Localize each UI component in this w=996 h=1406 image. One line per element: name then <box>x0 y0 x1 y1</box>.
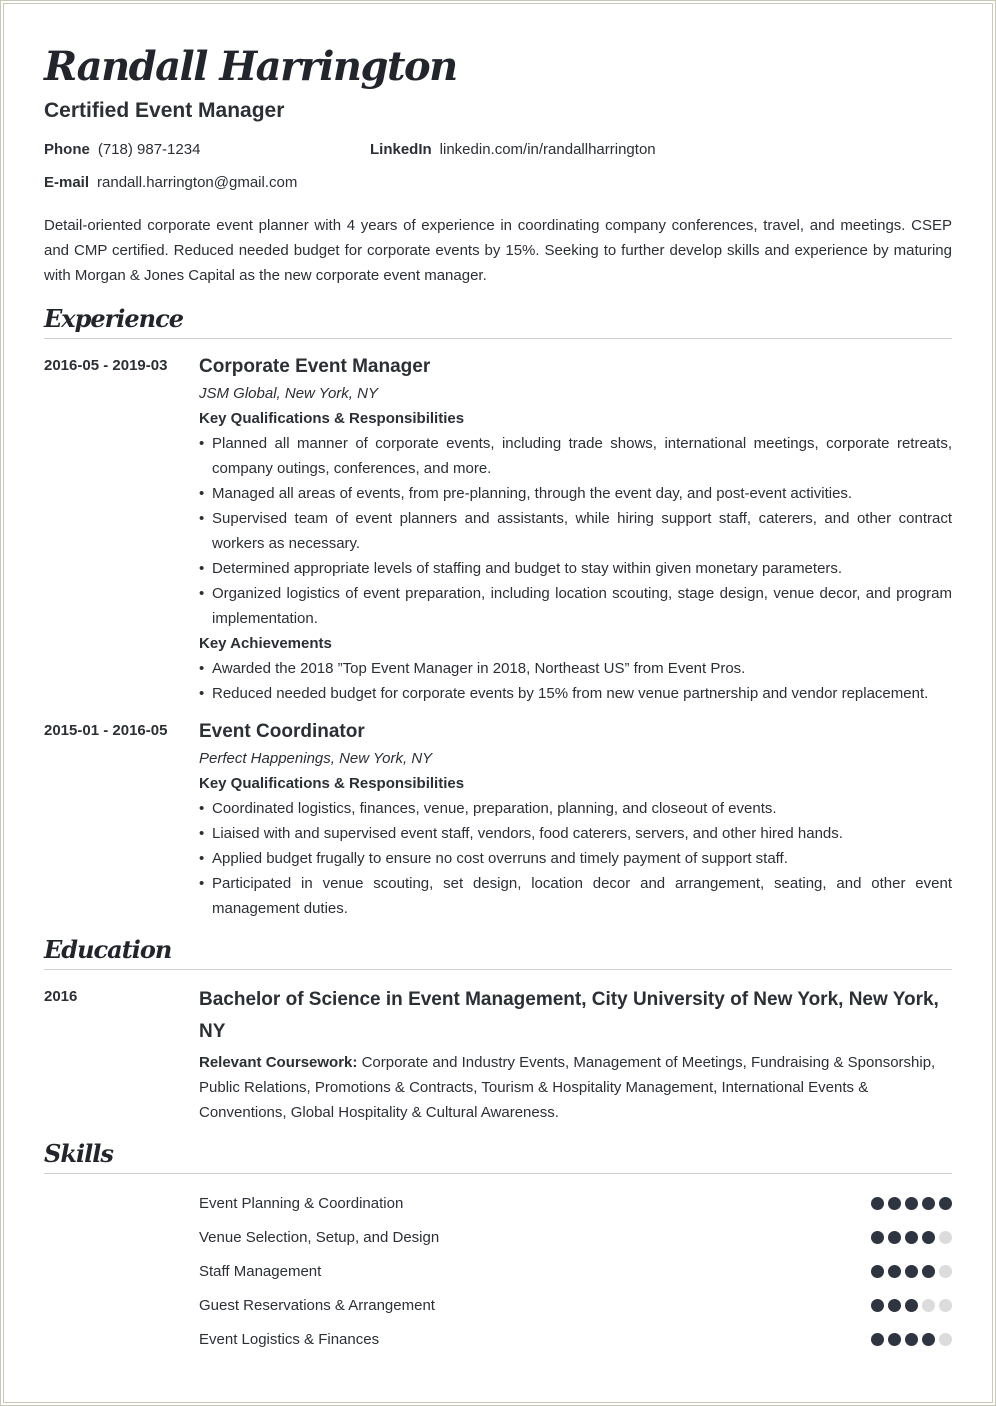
rating-dot-filled <box>922 1265 935 1278</box>
qualifications-list <box>199 431 952 631</box>
list-item: • Liaised with and supervised event staff, vendors, food caterers, servers, and other hired hands. <box>199 821 952 846</box>
email-value[interactable]: randall.harrington@gmail.com <box>97 174 298 191</box>
education-entry <box>44 984 952 1125</box>
contact-block <box>44 141 952 213</box>
skill-rating <box>871 1299 952 1312</box>
skill-rating <box>871 1197 952 1210</box>
rating-dot-empty <box>939 1231 952 1244</box>
skill-row <box>199 1220 952 1254</box>
rating-dot-filled <box>922 1231 935 1244</box>
list-item: • Awarded the 2018 ”Top Event Manager in 2018, Northeast US” from Event Pros. <box>199 656 952 681</box>
list-item: • Participated in venue scouting, set design, location decor and arrangement, seating, and other event management duties. <box>199 871 952 921</box>
skill-rating <box>871 1333 952 1346</box>
job-dates: 2016-05 - 2019-03 <box>44 357 168 374</box>
coursework-label: Relevant Coursework: <box>199 1054 358 1071</box>
skill-row <box>199 1322 952 1356</box>
linkedin-value[interactable]: linkedin.com/in/randallharrington <box>439 141 656 158</box>
qualifications-heading: Key Qualifications & Responsibilities <box>199 410 465 427</box>
linkedin-label: LinkedIn <box>370 141 432 158</box>
achievements-heading: Key Achievements <box>199 635 332 652</box>
phone-label: Phone <box>44 141 90 158</box>
list-item: • Supervised team of event planners and assistants, while hiring support staff, caterers, and other contract workers as necessary. <box>199 506 952 556</box>
rating-dot-filled <box>888 1197 901 1210</box>
experience-entry <box>44 353 952 706</box>
list-item: • Planned all manner of corporate events, including trade shows, international meetings, corporate retreats, company outings, conferences, and more. <box>199 431 952 481</box>
rating-dot-filled <box>939 1197 952 1210</box>
section-experience-heading: Experience <box>44 304 952 339</box>
section-education-heading: Education <box>44 935 952 970</box>
skill-name: Event Planning & Coordination <box>199 1194 404 1212</box>
rating-dot-filled <box>905 1197 918 1210</box>
coursework-text: Corporate and Industry Events, Management of Meetings, Fundraising & Sponsorship, Public Relations, Promotions & Contracts, Tourism & Hospitality Management, International Events & Conventions, Global Hospitality & Cultural Awareness. <box>199 1054 936 1121</box>
rating-dot-filled <box>888 1299 901 1312</box>
rating-dot-filled <box>905 1265 918 1278</box>
list-item: • Reduced needed budget for corporate events by 15% from new venue partnership and vendor replacement. <box>199 681 952 706</box>
rating-dot-filled <box>871 1333 884 1346</box>
rating-dot-filled <box>888 1333 901 1346</box>
rating-dot-filled <box>871 1197 884 1210</box>
phone-value: (718) 987-1234 <box>97 141 201 158</box>
list-item: • Coordinated logistics, finances, venue, preparation, planning, and closeout of events. <box>199 796 952 821</box>
email-label: E-mail <box>44 174 90 191</box>
skill-name: Venue Selection, Setup, and Design <box>199 1228 440 1246</box>
education-year: 2016 <box>44 988 78 1005</box>
skills-list <box>44 1186 952 1356</box>
qualifications-heading: Key Qualifications & Responsibilities <box>199 775 465 792</box>
candidate-title: Certified Event Manager <box>44 99 285 122</box>
rating-dot-empty <box>939 1299 952 1312</box>
list-item: • Managed all areas of events, from pre-planning, through the event day, and post-event activities. <box>199 481 952 506</box>
skill-rating <box>871 1265 952 1278</box>
coursework <box>199 1050 952 1125</box>
rating-dot-filled <box>905 1299 918 1312</box>
contact-linkedin <box>370 141 656 158</box>
degree-title: Bachelor of Science in Event Management, City University of New York, New York, NY <box>199 989 939 1042</box>
skill-row <box>199 1186 952 1220</box>
skill-row <box>199 1288 952 1322</box>
skill-name: Event Logistics & Finances <box>199 1330 380 1348</box>
skill-row <box>199 1254 952 1288</box>
list-item: • Organized logistics of event preparation, including location scouting, stage design, venue decor, and program implementation. <box>199 581 952 631</box>
contact-email <box>44 174 297 191</box>
skill-name: Guest Reservations & Arrangement <box>199 1296 435 1314</box>
rating-dot-filled <box>888 1265 901 1278</box>
rating-dot-empty <box>939 1333 952 1346</box>
experience-entry <box>44 718 952 921</box>
rating-dot-filled <box>905 1231 918 1244</box>
rating-dot-empty <box>922 1299 935 1312</box>
contact-phone <box>44 141 200 158</box>
qualifications-list <box>199 796 952 921</box>
skill-rating <box>871 1231 952 1244</box>
rating-dot-filled <box>888 1231 901 1244</box>
candidate-name: Randall Harrington <box>44 43 457 90</box>
list-item: • Determined appropriate levels of staffing and budget to stay within given monetary parameters. <box>199 556 952 581</box>
rating-dot-filled <box>922 1197 935 1210</box>
job-title: Event Coordinator <box>199 721 365 742</box>
rating-dot-filled <box>871 1299 884 1312</box>
job-title: Corporate Event Manager <box>199 356 431 377</box>
section-skills-heading: Skills <box>44 1139 952 1174</box>
rating-dot-filled <box>871 1265 884 1278</box>
rating-dot-filled <box>922 1333 935 1346</box>
rating-dot-filled <box>871 1231 884 1244</box>
list-item: • Applied budget frugally to ensure no cost overruns and timely payment of support staff. <box>199 846 952 871</box>
job-company: Perfect Happenings, New York, NY <box>199 750 433 767</box>
rating-dot-empty <box>939 1265 952 1278</box>
rating-dot-filled <box>905 1333 918 1346</box>
summary: Detail-oriented corporate event planner with 4 years of experience in coordinating company conferences, travel, and meetings. CSEP and CMP certified. Reduced needed budget for corporate events by 15%. Seeking to further develop skills and experience by maturing with Morgan & Jones Capital as the new corporate event manager. <box>44 217 952 284</box>
job-dates: 2015-01 - 2016-05 <box>44 722 168 739</box>
skill-name: Staff Management <box>199 1262 322 1280</box>
job-company: JSM Global, New York, NY <box>199 385 378 402</box>
achievements-list <box>199 656 952 706</box>
